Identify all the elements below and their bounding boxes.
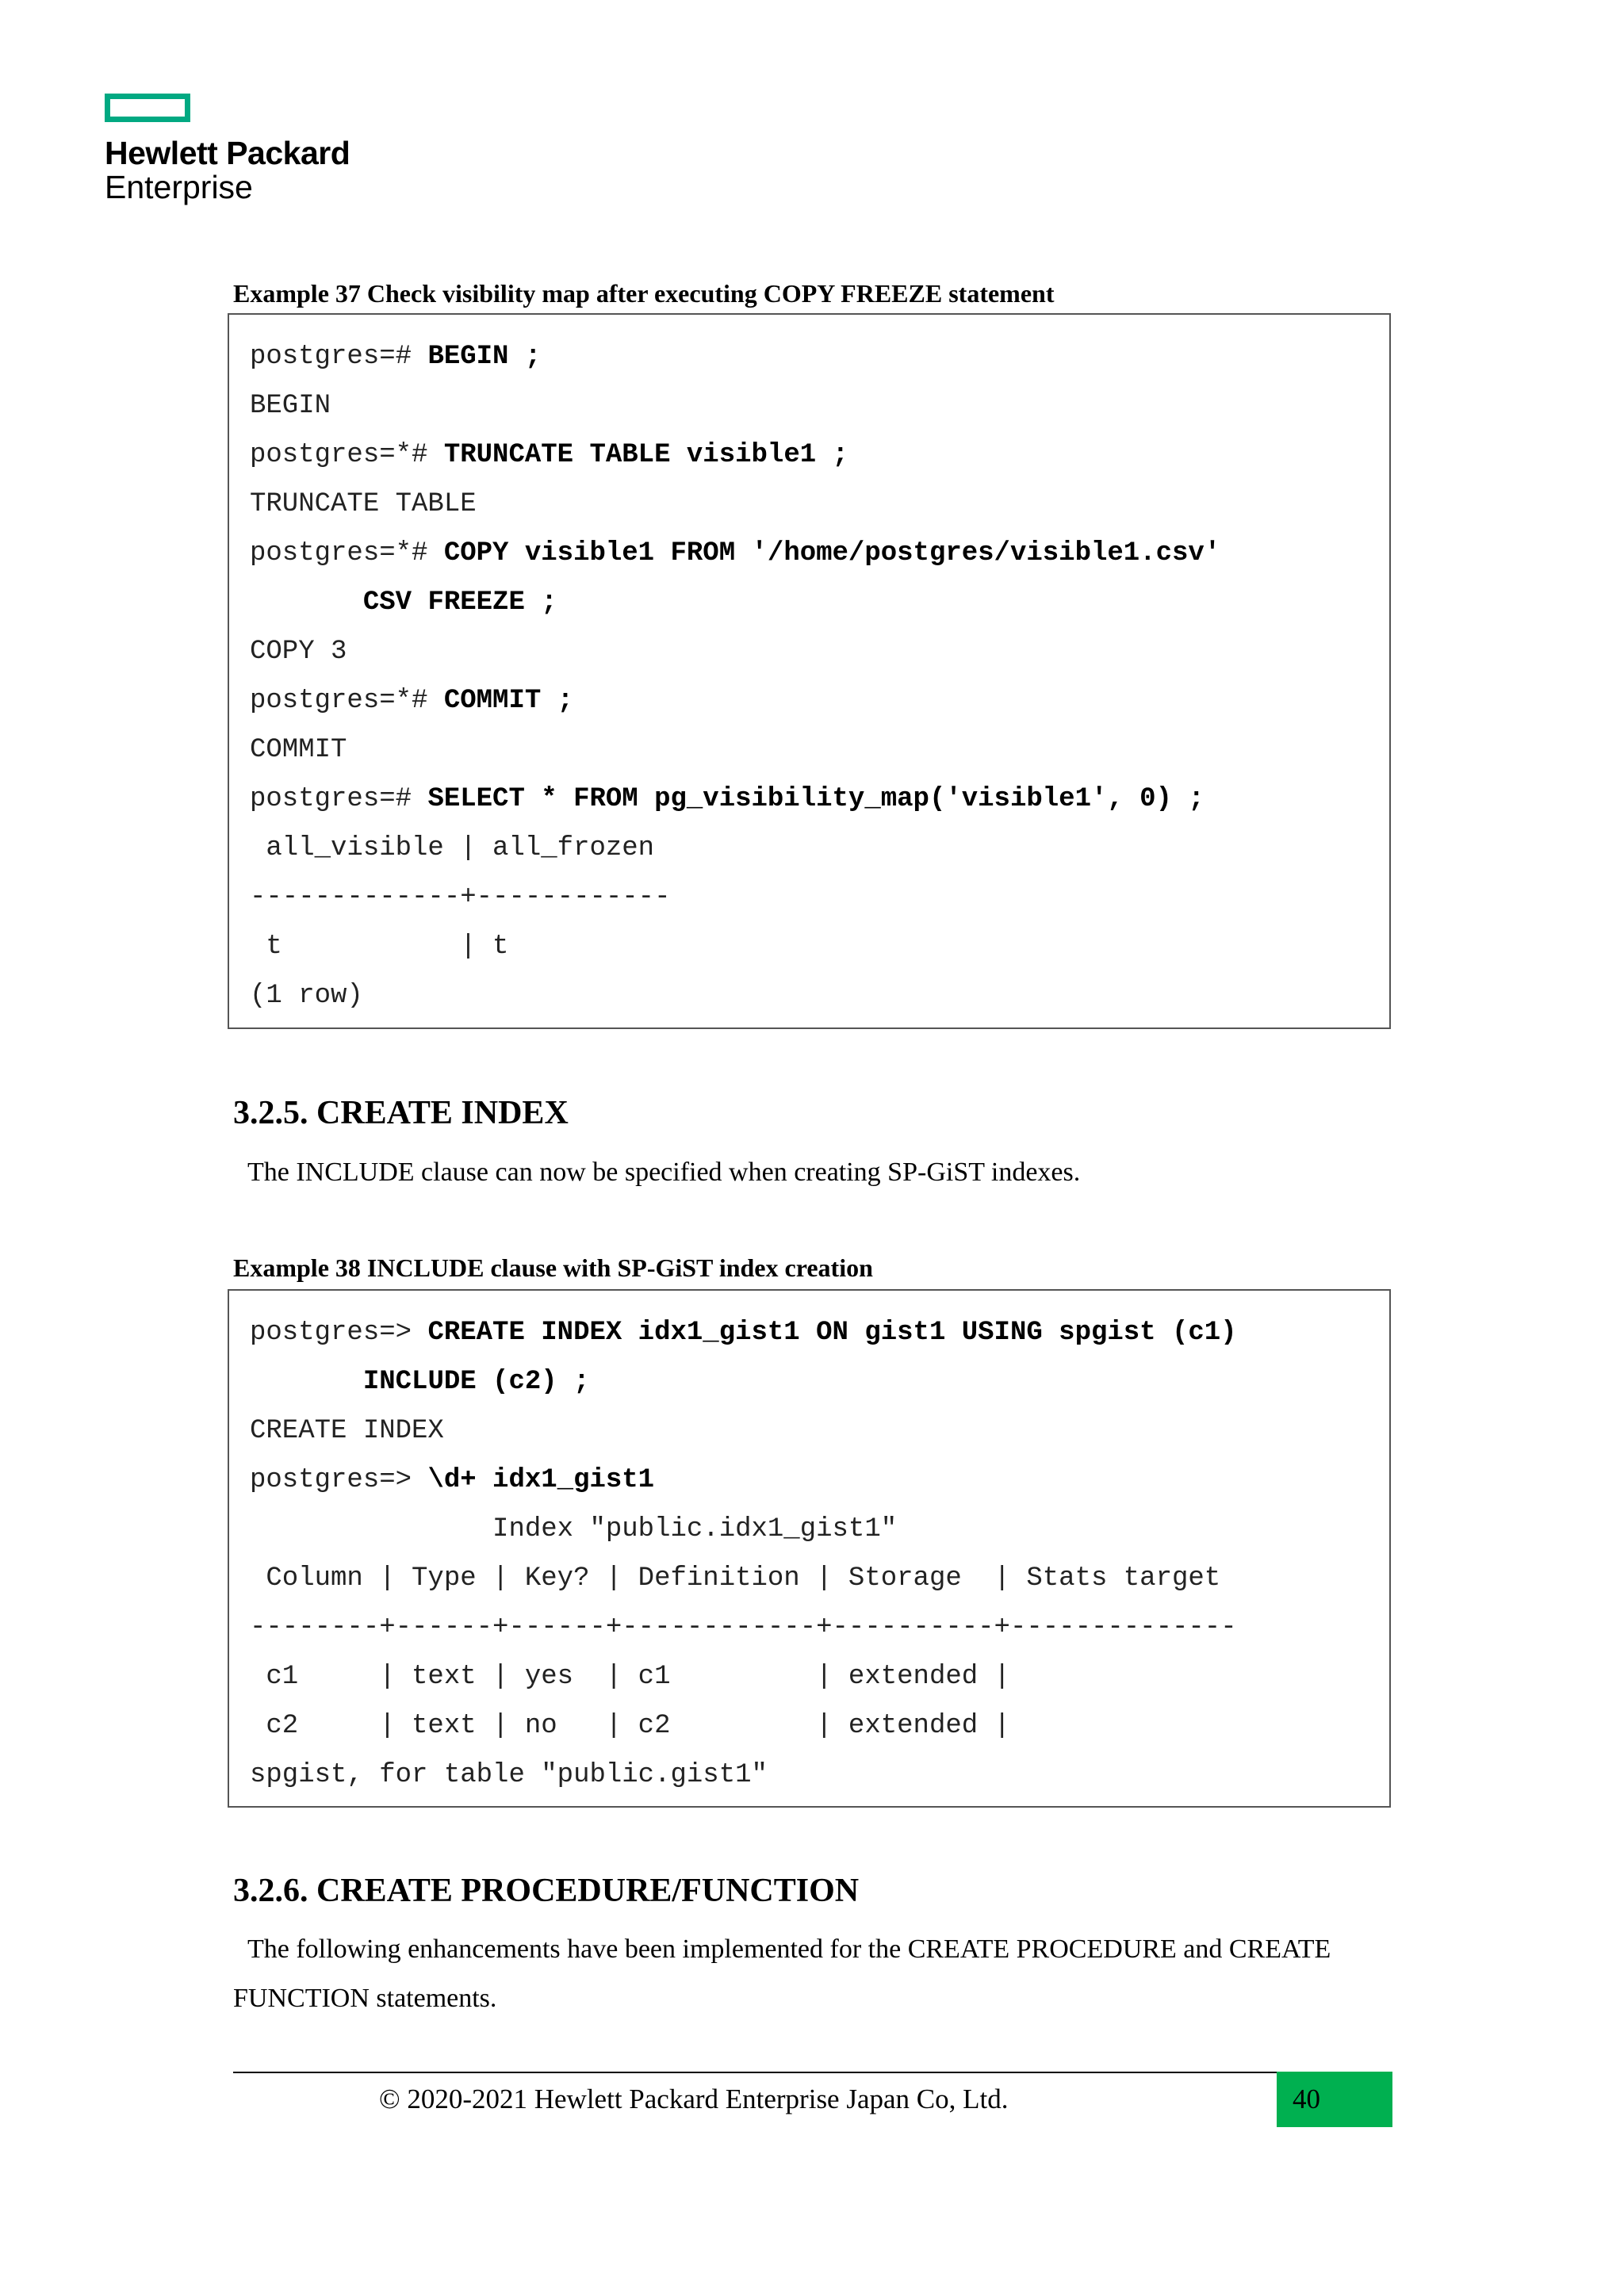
code-line [250, 578, 1389, 627]
code-output: c1 | text | yes | c1 | extended | [250, 1662, 1010, 1692]
code-command: SELECT * FROM pg_visibility_map('visible1', 0) ; [427, 784, 1205, 814]
code-output: COMMIT [250, 735, 347, 765]
code-output: -------------+------------ [250, 882, 671, 913]
code-line [250, 1406, 1389, 1456]
logo-text-line2: Enterprise [105, 169, 253, 206]
code-output: postgres=*# [250, 440, 444, 470]
code-output: postgres=*# [250, 538, 444, 568]
code-line [250, 1308, 1389, 1357]
code-line [250, 725, 1389, 775]
code-output: c2 | text | no | c2 | extended | [250, 1711, 1010, 1741]
logo-text-line1: Hewlett Packard [105, 135, 350, 171]
code-line [250, 676, 1389, 725]
code-line [250, 1456, 1389, 1505]
code-line [250, 1603, 1389, 1652]
code-output: TRUNCATE TABLE [250, 489, 477, 519]
code-command: COPY visible1 FROM '/home/postgres/visible1.csv' [443, 538, 1221, 568]
section-3-2-6-text: The following enhancements have been implemented for the CREATE PROCEDURE and CREATE FUNCTION statements. [233, 1934, 1331, 2013]
code-output: postgres=> [250, 1465, 428, 1495]
code-output: postgres=# [250, 784, 428, 814]
code-line [250, 1554, 1389, 1603]
code-line [250, 430, 1389, 480]
section-3-2-5-text: The INCLUDE clause can now be specified when creating SP-GiST indexes. [247, 1158, 1081, 1187]
code-line [250, 1751, 1389, 1800]
code-line [250, 824, 1389, 873]
code-line [250, 529, 1389, 578]
code-output: spgist, for table "public.gist1" [250, 1760, 768, 1790]
code-line [250, 1505, 1389, 1554]
code-output: (1 row) [250, 981, 363, 1011]
section-3-2-6-heading: 3.2.6. CREATE PROCEDURE/FUNCTION [233, 1873, 860, 1909]
code-line [250, 922, 1389, 971]
code-line [250, 873, 1389, 922]
code-line [250, 1652, 1389, 1701]
code-command: TRUNCATE TABLE visible1 ; [443, 440, 848, 470]
code-output: BEGIN [250, 391, 331, 421]
code-line [250, 480, 1389, 529]
code-line [250, 1701, 1389, 1751]
example37-code-block [228, 313, 1391, 1029]
code-output: Column | Type | Key? | Definition | Storage | Stats target [250, 1563, 1221, 1594]
code-output: all_visible | all_frozen [250, 833, 655, 863]
page-number-badge: 40 [1277, 2072, 1392, 2127]
code-command: COMMIT ; [443, 686, 574, 716]
example37-caption: Example 37 Check visibility map after executing COPY FREEZE statement [233, 279, 1055, 308]
code-output: COPY 3 [250, 637, 347, 667]
code-output: postgres=> [250, 1318, 428, 1348]
code-output: postgres=# [250, 342, 428, 372]
code-line [250, 971, 1389, 1020]
example38-code-block [228, 1289, 1391, 1808]
code-line [250, 332, 1389, 381]
code-output: Index "public.idx1_gist1" [250, 1514, 898, 1544]
hpe-logo [105, 94, 350, 205]
code-output: postgres=*# [250, 686, 444, 716]
section-3-2-5-heading: 3.2.5. CREATE INDEX [233, 1095, 569, 1131]
hpe-logo-mark [105, 94, 190, 122]
footer-copyright: © 2020-2021 Hewlett Packard Enterprise Japan Co, Ltd. [379, 2084, 1009, 2114]
code-line [250, 1357, 1389, 1406]
code-line [250, 381, 1389, 430]
code-line [250, 627, 1389, 676]
code-line [250, 775, 1389, 824]
footer-divider [233, 2072, 1392, 2073]
section-3-2-6-paragraph [233, 1925, 1399, 2023]
code-command: INCLUDE (c2) ; [347, 1367, 590, 1397]
code-command: CREATE INDEX idx1_gist1 ON gist1 USING spgist (c1) [427, 1318, 1237, 1348]
code-command: BEGIN ; [427, 342, 542, 372]
code-output: t | t [250, 932, 509, 962]
code-command: CSV FREEZE ; [347, 587, 557, 618]
code-output [250, 587, 347, 618]
section-3-2-5-paragraph [233, 1148, 1399, 1197]
code-output: --------+------+------+------------+----------+-------------- [250, 1613, 1237, 1643]
code-output [250, 1367, 347, 1397]
example38-caption: Example 38 INCLUDE clause with SP-GiST index creation [233, 1253, 873, 1282]
code-command: \d+ idx1_gist1 [427, 1465, 655, 1495]
code-output: CREATE INDEX [250, 1416, 444, 1446]
